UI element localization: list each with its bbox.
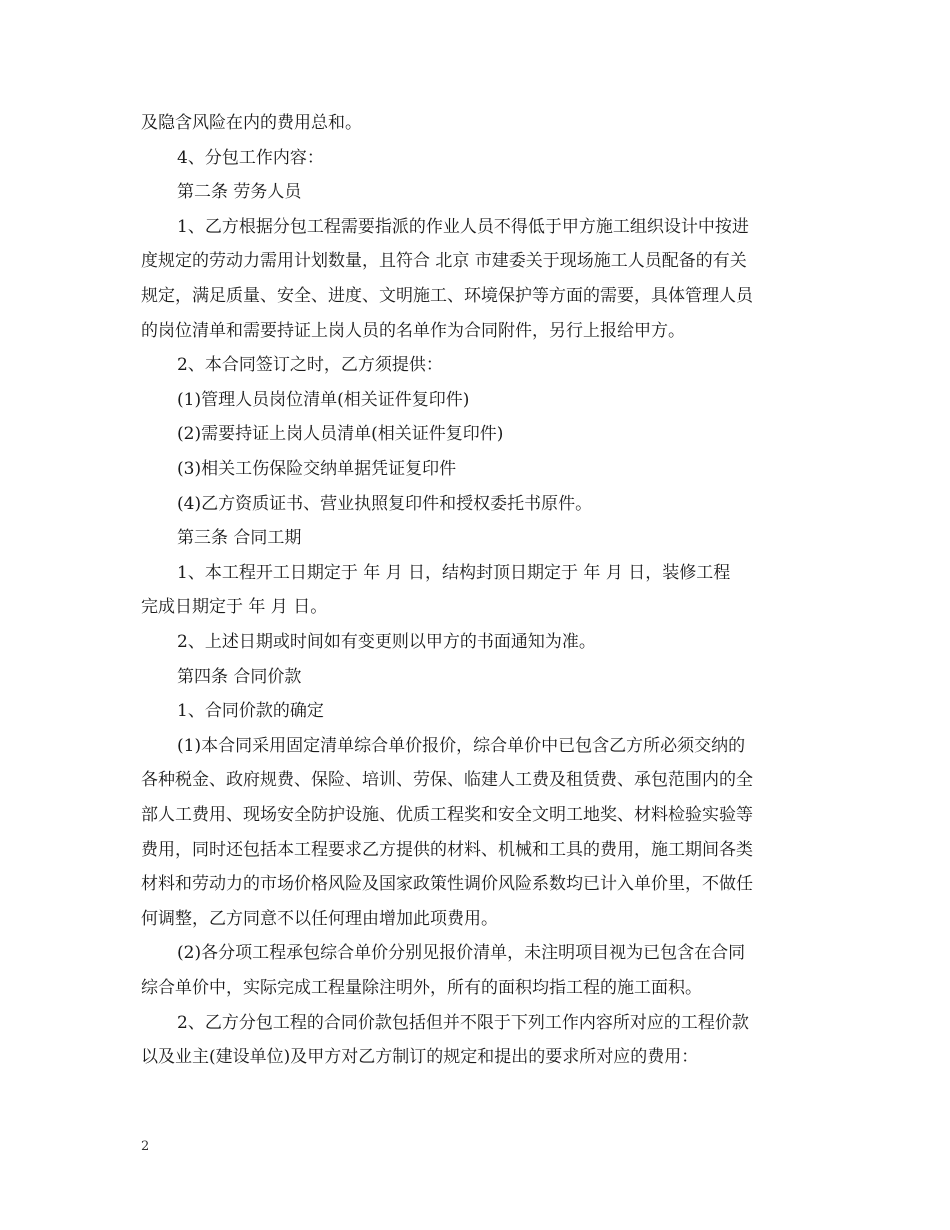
- text-line: 度规定的劳动力需用计划数量，且符合 北京 市建委关于现场施工人员配备的有关: [141, 251, 747, 272]
- text-line: 第三条 合同工期: [177, 528, 302, 549]
- text-line: (4)乙方资质证书、营业执照复印件和授权委托书原件。: [177, 493, 593, 514]
- text-line: 第二条 劳务人员: [177, 182, 302, 203]
- text-line: 2、本合同签订之时，乙方须提供：: [177, 355, 443, 376]
- text-line: (2)需要持证上岗人员清单(相关证件复印件): [177, 424, 504, 445]
- text-line: 4、分包工作内容：: [177, 147, 324, 168]
- text-line: 何调整，乙方同意不以任何理由增加此项费用。: [141, 908, 498, 929]
- text-line: 2、乙方分包工程的合同价款包括但并不限于下列工作内容所对应的工程价款: [177, 1012, 749, 1033]
- text-line: 综合单价中，实际完成工程量除注明外，所有的面积均指工程的施工面积。: [141, 978, 702, 998]
- text-line: 以及业主(建设单位)及甲方对乙方制订的规定和提出的要求所对应的费用：: [141, 1047, 699, 1068]
- text-line: 费用，同时还包括本工程要求乙方提供的材料、机械和工具的费用，施工期间各类: [141, 839, 753, 860]
- page-number: 2: [141, 1139, 150, 1154]
- text-line: 部人工费用、现场安全防护设施、优质工程奖和安全文明工地奖、材料检验实验等: [141, 805, 753, 825]
- text-line: 的岗位清单和需要持证上岗人员的名单作为合同附件，另行上报给甲方。: [141, 320, 685, 341]
- text-line: 及隐含风险在内的费用总和。: [141, 113, 362, 133]
- text-line: 1、合同价款的确定: [177, 701, 324, 722]
- text-line: 完成日期定于 年 月 日。: [141, 597, 328, 618]
- text-line: 材料和劳动力的市场价格风险及国家政策性调价风险系数均已计入单价里，不做任: [141, 874, 753, 895]
- text-line: (1)本合同采用固定清单综合单价报价，综合单价中已包含乙方所必须交纳的: [177, 735, 746, 756]
- text-line: 各种税金、政府规费、保险、培训、劳保、临建人工费及租赁费、承包范围内的全: [141, 770, 753, 791]
- text-line: (1)管理人员岗位清单(相关证件复印件): [177, 389, 470, 410]
- text-line: 1、乙方根据分包工程需要指派的作业人员不得低于甲方施工组织设计中按进: [177, 216, 749, 237]
- text-line: 2、上述日期或时间如有变更则以甲方的书面通知为准。: [177, 632, 596, 652]
- text-line: 第四条 合同价款: [177, 666, 302, 687]
- text-line: (3)相关工伤保险交纳单据凭证复印件: [177, 459, 457, 479]
- text-line: (2)各分项工程承包综合单价分别见报价清单，未注明项目视为已包含在合同: [177, 943, 746, 964]
- text-line: 规定，满足质量、安全、进度、文明施工、环境保护等方面的需要，具体管理人员: [141, 286, 753, 306]
- text-line: 1、本工程开工日期定于 年 月 日，结构封顶日期定于 年 月 日，装修工程: [177, 562, 731, 583]
